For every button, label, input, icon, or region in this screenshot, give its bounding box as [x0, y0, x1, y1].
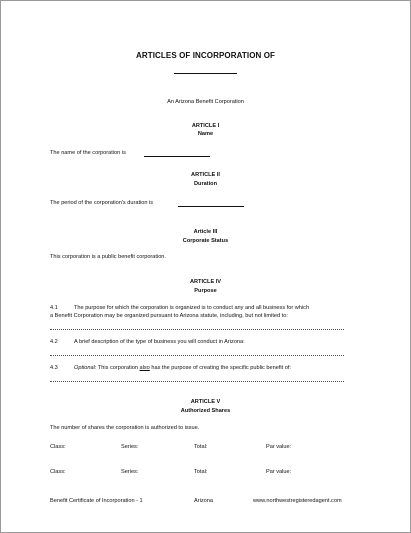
shares-row-1-class: Class:	[50, 444, 66, 450]
paragraph-4-3-text	[74, 365, 291, 372]
paragraph-4-1-line-2: a Benefit Corporation may be organized pursuant to Arizona statute, including, but not limited to:	[50, 313, 288, 319]
article-4-heading: ARTICLE IV	[189, 279, 222, 285]
article-1-heading: ARTICLE I	[191, 123, 220, 129]
shares-row-1-par-value: Par value:	[266, 444, 292, 450]
paragraph-4-2-text: A brief description of the type of business you will conduct in Arizona:	[74, 339, 245, 345]
paragraph-4-1-line-1: The purpose for which the corporation is organized is to conduct any and all business for which	[74, 305, 310, 311]
shares-row-1-series: Series:	[121, 444, 139, 450]
document-subtitle: An Arizona Benefit Corporation	[167, 99, 244, 105]
article-5-heading: ARTICLE V	[190, 399, 221, 405]
article-5-name: Authorized Shares	[180, 408, 231, 414]
shares-row-2-total: Total:	[194, 469, 208, 475]
article-3-text: This corporation is a public benefit corporation.	[50, 254, 166, 260]
article-3-heading: Article III	[193, 229, 218, 235]
paragraph-4-3-number: 4.3	[50, 365, 58, 371]
purpose-answer-line	[50, 329, 344, 330]
shares-row-2-class: Class:	[50, 469, 66, 475]
duration-blank	[178, 206, 244, 207]
paragraph-4-3-post: has the purpose of creating the specific public benefit of:	[151, 365, 291, 371]
paragraph-4-1-number: 4.1	[50, 305, 58, 311]
article-2-heading: ARTICLE II	[191, 172, 220, 178]
shares-row-2-series: Series:	[121, 469, 139, 475]
article-4-name: Purpose	[194, 288, 217, 294]
public-benefit-line	[50, 381, 344, 382]
article-2-name: Duration	[194, 181, 217, 187]
footer-website: www.northwestregisteredagent.com	[253, 498, 342, 504]
name-blank	[144, 156, 210, 157]
article-1-name: Name	[197, 131, 214, 137]
article-5-text: The number of shares the corporation is authorized to issue.	[50, 425, 200, 431]
article-1-text: The name of the corporation is	[50, 150, 126, 156]
article-3-name: Corporate Status	[182, 238, 229, 244]
document-title: ARTICLES OF INCORPORATION OF	[135, 51, 276, 60]
shares-row-1-total: Total:	[194, 444, 208, 450]
footer-state: Arizona	[194, 498, 213, 504]
shares-row-2-par-value: Par value:	[266, 469, 292, 475]
business-description-line	[50, 355, 344, 356]
optional-label: Optional	[74, 365, 95, 371]
corporation-name-blank	[174, 73, 237, 74]
paragraph-4-3-also: also	[139, 365, 150, 371]
article-2-text: The period of the corporation's duration is	[50, 200, 154, 206]
footer-document-name: Benefit Certificate of Incorporation - 1	[50, 498, 143, 504]
paragraph-4-3-pre: : This corporation	[94, 365, 138, 371]
paragraph-4-2-number: 4.2	[50, 339, 58, 345]
